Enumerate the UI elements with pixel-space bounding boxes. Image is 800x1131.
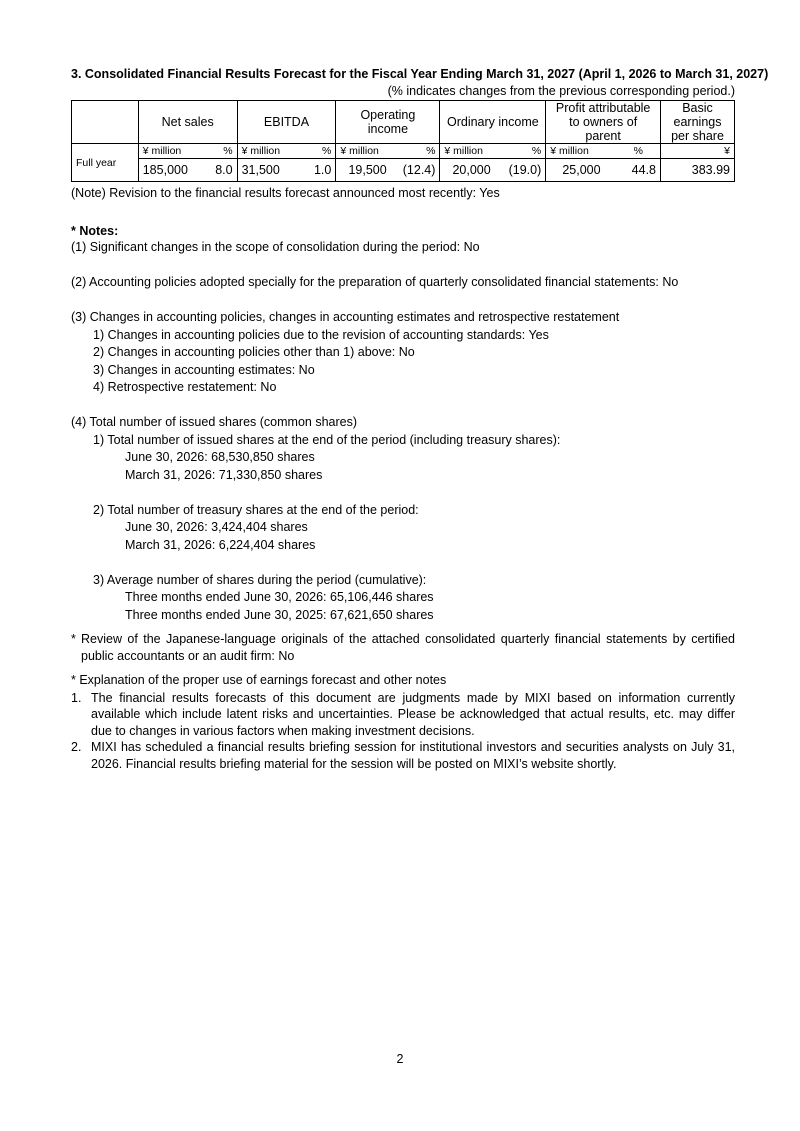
explanation-item bbox=[71, 739, 735, 772]
notes-title: * Notes: bbox=[71, 224, 119, 238]
page-number: 2 bbox=[396, 1052, 404, 1066]
note-3-item: 4) Retrospective restatement: No bbox=[93, 380, 277, 394]
forecast-table bbox=[71, 100, 735, 182]
document-page bbox=[71, 66, 769, 772]
audit-review-text: Review of the Japanese-language originals of the attached consolidated quarterly financial statements by certified public accountants or an audit firm: No bbox=[81, 632, 735, 663]
note-4-sub-1-value: March 31, 2026: 71,330,850 shares bbox=[125, 467, 323, 482]
explanation-text: The financial results forecasts of this document are judgments made by MIXI based on information currently available which include latent risks and uncertainties. Please be acknowledged that actual results, etc. may differ due to changes in various factors when making investment decisions. bbox=[91, 690, 735, 738]
header-net-sales: Net sales bbox=[138, 101, 237, 144]
operating-income-value: 19,500 bbox=[336, 159, 399, 182]
note-1: (1) Significant changes in the scope of consolidation during the period: No bbox=[71, 240, 480, 254]
header-ebitda: EBITDA bbox=[237, 101, 336, 144]
unit-million: ¥ million bbox=[237, 144, 300, 159]
profit-attributable-value: 25,000 bbox=[546, 159, 617, 182]
table-units-row bbox=[72, 144, 735, 159]
table-row bbox=[72, 159, 735, 182]
explanation-item bbox=[71, 690, 735, 740]
unit-million: ¥ million bbox=[336, 144, 399, 159]
unit-million: ¥ million bbox=[546, 144, 617, 159]
profit-attributable-change: 44.8 bbox=[617, 159, 661, 182]
note-4-sub-3-value: Three months ended June 30, 2026: 65,106,446 shares bbox=[125, 590, 434, 604]
note-4-sub-2: 2) Total number of treasury shares at the end of the period: bbox=[93, 502, 419, 517]
item-number: 1. bbox=[71, 690, 82, 705]
percent-note: (% indicates changes from the previous corresponding period.) bbox=[387, 84, 735, 98]
unit-million: ¥ million bbox=[138, 144, 201, 159]
ordinary-income-change: (19.0) bbox=[503, 159, 546, 182]
note-4-sub-1: 1) Total number of issued shares at the end of the period (including treasury shares): bbox=[93, 432, 561, 447]
note-3-item: 3) Changes in accounting estimates: No bbox=[93, 362, 315, 377]
note-4-sub-2-value: March 31, 2026: 6,224,404 shares bbox=[125, 537, 316, 552]
note-4-sub-3-value: Three months ended June 30, 2025: 67,621,650 shares bbox=[125, 607, 434, 622]
table-header-row bbox=[72, 101, 735, 144]
section-heading: 3. Consolidated Financial Results Forecast for the Fiscal Year Ending March 31, 2027 (April 1, 2026 to March 31, 2027) bbox=[71, 67, 769, 81]
header-ordinary-income: Ordinary income bbox=[440, 101, 546, 144]
note-4-sub-2-value: June 30, 2026: 3,424,404 shares bbox=[125, 520, 308, 534]
operating-income-change: (12.4) bbox=[399, 159, 440, 182]
explanation-text: MIXI has scheduled a financial results briefing session for institutional investors and securities analysts on July 31, 2026. Financial results briefing material for the session will be posted on MIXI’s website shortly. bbox=[91, 740, 735, 771]
revision-note: (Note) Revision to the financial results forecast announced most recently: Yes bbox=[71, 186, 500, 200]
unit-percent: % bbox=[399, 144, 440, 159]
unit-percent: % bbox=[201, 144, 237, 159]
header-blank-cell bbox=[72, 101, 139, 144]
unit-percent: % bbox=[617, 144, 661, 159]
note-4: (4) Total number of issued shares (common shares) bbox=[71, 415, 357, 429]
basic-eps-value: 383.99 bbox=[661, 159, 735, 182]
item-number: 2. bbox=[71, 740, 82, 754]
header-basic-eps: Basic earnings per share bbox=[661, 101, 735, 144]
note-4-sub-1-value: June 30, 2026: 68,530,850 shares bbox=[125, 450, 315, 464]
net-sales-change: 8.0 bbox=[201, 159, 237, 182]
explanation-title: * Explanation of the proper use of earnings forecast and other notes bbox=[71, 673, 447, 687]
audit-review-note bbox=[71, 631, 735, 664]
header-profit-attributable: Profit attributable to owners of parent bbox=[546, 101, 661, 144]
unit-yen: ¥ bbox=[661, 144, 735, 159]
note-2: (2) Accounting policies adopted specially for the preparation of quarterly consolidated financial statements: No bbox=[71, 275, 679, 289]
asterisk-marker: * bbox=[71, 632, 76, 646]
net-sales-value: 185,000 bbox=[138, 159, 201, 182]
note-3: (3) Changes in accounting policies, changes in accounting estimates and retrospective restatement bbox=[71, 310, 620, 324]
row-label-full-year: Full year bbox=[72, 144, 139, 182]
unit-percent: % bbox=[300, 144, 336, 159]
note-3-item: 1) Changes in accounting policies due to the revision of accounting standards: Yes bbox=[93, 327, 549, 342]
header-operating-income: Operating income bbox=[336, 101, 440, 144]
ebitda-value: 31,500 bbox=[237, 159, 300, 182]
unit-percent: % bbox=[503, 144, 546, 159]
ordinary-income-value: 20,000 bbox=[440, 159, 503, 182]
ebitda-change: 1.0 bbox=[300, 159, 336, 182]
note-3-item: 2) Changes in accounting policies other than 1) above: No bbox=[93, 345, 415, 359]
note-4-sub-3: 3) Average number of shares during the period (cumulative): bbox=[93, 572, 427, 587]
unit-million: ¥ million bbox=[440, 144, 503, 159]
